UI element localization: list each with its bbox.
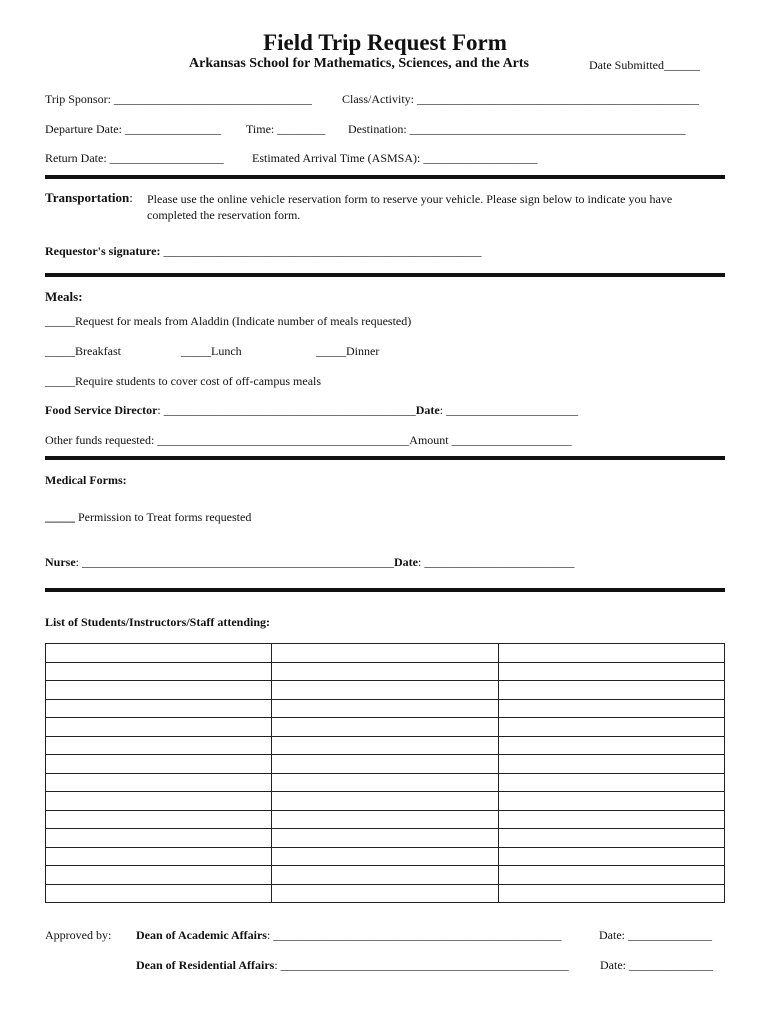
permission-to-treat-field[interactable]: [45, 510, 251, 524]
medical-heading: Medical Forms:: [45, 473, 127, 487]
table-row: [46, 681, 725, 700]
attendee-table: [45, 643, 725, 903]
table-row: [46, 866, 725, 885]
table-row: [46, 810, 725, 829]
food-service-director-row[interactable]: [45, 403, 578, 417]
table-row: [46, 847, 725, 866]
table-row: [46, 829, 725, 848]
transportation-heading: [45, 191, 133, 205]
table-cell[interactable]: [46, 884, 272, 903]
table-cell[interactable]: [46, 699, 272, 718]
table-cell[interactable]: [498, 884, 724, 903]
table-row: [46, 699, 725, 718]
nurse-date-blank[interactable]: : _________________________: [418, 555, 575, 569]
school-name: Arkansas School for Mathematics, Sciences, and the Arts: [189, 56, 530, 71]
table-cell[interactable]: [498, 662, 724, 681]
students-cost-field[interactable]: _____Require students to cover cost of off-campus meals: [45, 374, 322, 388]
table-cell[interactable]: [498, 736, 724, 755]
meals-heading: Meals:: [45, 289, 83, 304]
roster-heading: List of Students/Instructors/Staff attending:: [45, 615, 271, 629]
requestor-signature-blank[interactable]: _____________________________________________________: [160, 244, 482, 258]
table-cell[interactable]: [46, 773, 272, 792]
section-divider: [45, 273, 725, 277]
table-cell[interactable]: [46, 810, 272, 829]
requestor-signature-label: Requestor's signature:: [45, 244, 161, 258]
table-cell[interactable]: [272, 644, 498, 663]
academic-affairs-row[interactable]: [136, 928, 561, 942]
table-cell[interactable]: [498, 699, 724, 718]
table-cell[interactable]: [498, 718, 724, 737]
food-service-director-label: Food Service Director: [45, 403, 158, 417]
table-cell[interactable]: [46, 866, 272, 885]
residential-affairs-blank[interactable]: : ________________________________________________: [274, 958, 569, 972]
table-cell[interactable]: [46, 755, 272, 774]
lunch-field[interactable]: _____Lunch: [181, 344, 242, 358]
academic-date-field[interactable]: Date: ______________: [599, 928, 712, 942]
residential-date-field[interactable]: Date: ______________: [600, 958, 713, 972]
table-row: [46, 662, 725, 681]
food-service-date-label: Date: [415, 403, 440, 417]
table-row: [46, 644, 725, 663]
transportation-label: Transportation: [45, 190, 130, 205]
nurse-date-label: Date: [394, 555, 419, 569]
residential-affairs-row[interactable]: [136, 958, 569, 972]
permission-text: Permission to Treat forms requested: [75, 510, 252, 524]
table-cell[interactable]: [272, 847, 498, 866]
nurse-blank[interactable]: : ____________________________________________________: [75, 555, 395, 569]
nurse-row[interactable]: [45, 555, 574, 569]
table-row: [46, 718, 725, 737]
table-cell[interactable]: [46, 644, 272, 663]
table-cell[interactable]: [498, 829, 724, 848]
residential-affairs-label: Dean of Residential Affairs: [136, 958, 275, 972]
table-cell[interactable]: [272, 773, 498, 792]
table-cell[interactable]: [272, 829, 498, 848]
table-cell[interactable]: [46, 662, 272, 681]
table-row: [46, 884, 725, 903]
table-row: [46, 792, 725, 811]
page-title: Field Trip Request Form: [263, 30, 507, 55]
approved-by-label: Approved by:: [45, 928, 112, 942]
table-cell[interactable]: [46, 736, 272, 755]
table-row: [46, 773, 725, 792]
breakfast-field[interactable]: _____Breakfast: [45, 344, 121, 358]
table-cell[interactable]: [498, 773, 724, 792]
table-cell[interactable]: [272, 662, 498, 681]
table-cell[interactable]: [46, 681, 272, 700]
academic-affairs-label: Dean of Academic Affairs: [136, 928, 267, 942]
time-field[interactable]: Time: ________: [246, 122, 326, 136]
meals-request-field[interactable]: _____Request for meals from Aladdin (Indicate number of meals requested): [45, 314, 412, 328]
date-submitted-field[interactable]: Date Submitted______: [589, 58, 700, 72]
table-cell[interactable]: [272, 699, 498, 718]
table-cell[interactable]: [498, 866, 724, 885]
arrival-time-field[interactable]: Estimated Arrival Time (ASMSA): ___________________: [252, 151, 538, 165]
table-cell[interactable]: [498, 755, 724, 774]
trip-sponsor-field[interactable]: Trip Sponsor: _________________________________: [45, 92, 312, 106]
table-cell[interactable]: [498, 810, 724, 829]
table-cell[interactable]: [46, 718, 272, 737]
nurse-label: Nurse: [45, 555, 76, 569]
table-row: [46, 736, 725, 755]
permission-blank[interactable]: _____: [45, 510, 75, 524]
table-cell[interactable]: [498, 792, 724, 811]
destination-field[interactable]: Destination: ______________________________________________: [348, 122, 686, 136]
table-cell[interactable]: [46, 792, 272, 811]
table-cell[interactable]: [272, 755, 498, 774]
table-cell[interactable]: [272, 884, 498, 903]
table-cell[interactable]: [272, 736, 498, 755]
transportation-colon: :: [129, 190, 133, 205]
requestor-signature-field[interactable]: [45, 244, 481, 258]
return-date-field[interactable]: Return Date: ___________________: [45, 151, 224, 165]
table-cell[interactable]: [46, 829, 272, 848]
table-cell[interactable]: [498, 681, 724, 700]
table-cell[interactable]: [272, 681, 498, 700]
section-divider: [45, 456, 725, 460]
table-cell[interactable]: [272, 866, 498, 885]
table-cell[interactable]: [272, 810, 498, 829]
table-cell[interactable]: [272, 792, 498, 811]
table-cell[interactable]: [46, 847, 272, 866]
table-cell[interactable]: [498, 847, 724, 866]
food-service-director-blank[interactable]: : __________________________________________: [157, 403, 416, 417]
departure-date-field[interactable]: Departure Date: ________________: [45, 122, 221, 136]
section-divider: [45, 588, 725, 592]
academic-affairs-blank[interactable]: : ________________________________________________: [266, 928, 562, 942]
table-cell[interactable]: [272, 718, 498, 737]
other-funds-field[interactable]: Other funds requested: __________________________________________Amount ____________________: [45, 433, 572, 447]
food-service-date-blank[interactable]: : ______________________: [439, 403, 579, 417]
transportation-text-line2: completed the reservation form.: [147, 208, 301, 222]
transportation-text-line1: Please use the online vehicle reservation form to reserve your vehicle. Please sign below to indicate you have: [147, 192, 673, 206]
table-row: [46, 755, 725, 774]
table-cell[interactable]: [498, 644, 724, 663]
class-activity-field[interactable]: Class/Activity: _______________________________________________: [342, 92, 699, 106]
section-divider: [45, 175, 725, 179]
dinner-field[interactable]: _____Dinner: [316, 344, 380, 358]
